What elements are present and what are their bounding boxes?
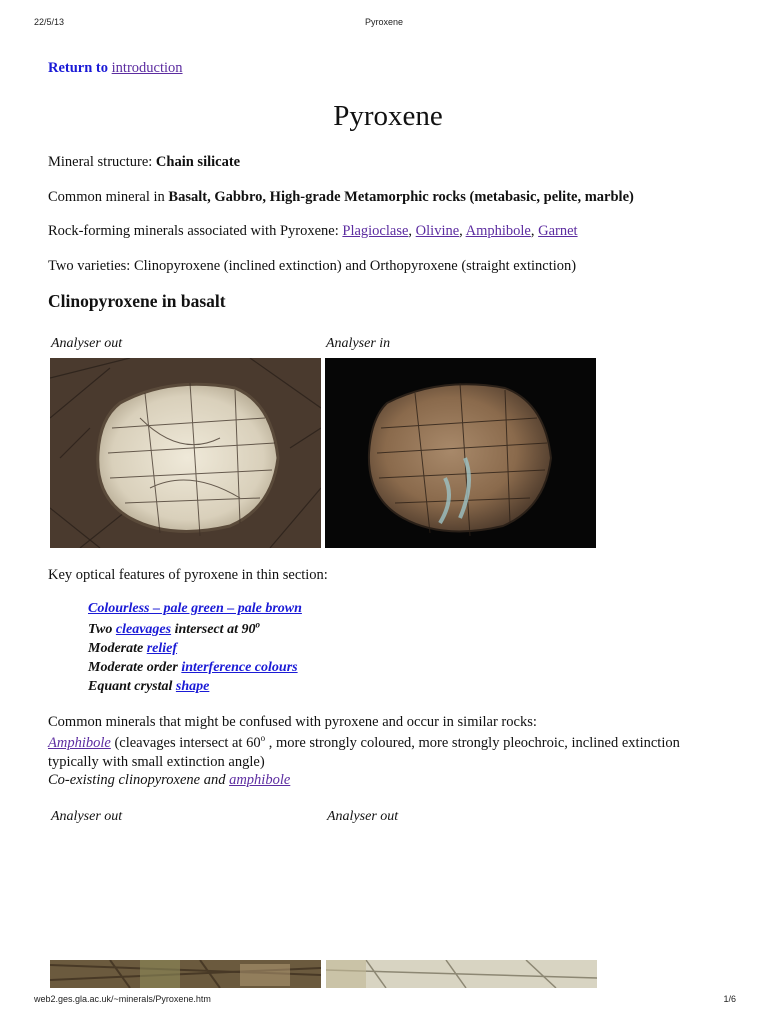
print-title: Pyroxene bbox=[364, 17, 404, 27]
order-prefix: Moderate order bbox=[88, 660, 182, 675]
feature-colour bbox=[88, 601, 302, 617]
common-in-value: Basalt, Gabbro, High-grade Metamorphic rocks (metabasic, pelite, marble) bbox=[168, 189, 634, 205]
relief-prefix: Moderate bbox=[88, 641, 147, 656]
print-header bbox=[0, 17, 768, 31]
photo-coexisting-left bbox=[50, 960, 321, 988]
garnet-link[interactable]: Garnet bbox=[538, 223, 578, 239]
varieties: Two varieties: Clinopyroxene (inclined extinction) and Orthopyroxene (straight extinction) bbox=[48, 258, 577, 274]
cleavage-suffix: intersect at 90 bbox=[171, 622, 256, 637]
mineral-structure bbox=[48, 154, 240, 171]
print-page-number: 1/6 bbox=[723, 994, 736, 1004]
print-url: web2.ges.gla.ac.uk/~minerals/Pyroxene.htm bbox=[34, 994, 211, 1004]
plagioclase-link[interactable]: Plagioclase bbox=[342, 223, 409, 239]
separator: , bbox=[459, 223, 466, 239]
common-in bbox=[48, 189, 634, 206]
coexist-amphibole-link[interactable]: amphibole bbox=[229, 772, 291, 788]
photo-graphic bbox=[50, 960, 321, 988]
confusion-intro: Common minerals that might be confused with pyroxene and occur in similar rocks: bbox=[48, 714, 537, 730]
olivine-link[interactable]: Olivine bbox=[415, 223, 460, 239]
photo-clinopyroxene-analyser-out bbox=[50, 358, 321, 548]
feature-relief bbox=[88, 641, 177, 657]
photo-graphic bbox=[325, 358, 596, 548]
caption-analyser-in: Analyser in bbox=[326, 336, 391, 351]
amphibole-confusion-link[interactable]: Amphibole bbox=[48, 735, 111, 751]
mineral-structure-label: Mineral structure: bbox=[48, 154, 156, 170]
feature-shape bbox=[88, 679, 209, 695]
page-title: Pyroxene bbox=[333, 100, 443, 132]
amphibole-text-3: typically with small extinction angle) bbox=[48, 754, 265, 770]
print-date: 22/5/13 bbox=[34, 17, 65, 27]
mineral-structure-value: Chain silicate bbox=[155, 154, 241, 170]
photo-graphic bbox=[50, 358, 321, 548]
photo-clinopyroxene-analyser-in bbox=[325, 358, 596, 548]
separator: , bbox=[530, 223, 539, 239]
common-in-label: Common mineral in bbox=[48, 189, 169, 205]
amphibole-text-2: , more strongly coloured, more strongly pleochroic, inclined extinction bbox=[265, 735, 680, 751]
caption-analyser-out-2: Analyser out bbox=[51, 809, 123, 824]
shape-prefix: Equant crystal bbox=[88, 679, 176, 694]
cleavage-prefix: Two bbox=[88, 622, 116, 637]
return-prefix: Return to bbox=[48, 60, 112, 76]
amphibole-link[interactable]: Amphibole bbox=[465, 223, 531, 239]
caption-analyser-out: Analyser out bbox=[51, 336, 123, 351]
feature-cleavage bbox=[88, 619, 260, 638]
interference-colours-link[interactable]: interference colours bbox=[181, 660, 298, 675]
associated-minerals bbox=[48, 223, 578, 240]
associated-label: Rock-forming minerals associated with Pyroxene: bbox=[48, 223, 343, 239]
amphibole-text-1: (cleavages intersect at 60 bbox=[110, 735, 261, 751]
return-nav bbox=[48, 60, 183, 77]
section-heading-clinopyroxene: Clinopyroxene in basalt bbox=[48, 291, 226, 311]
separator: , bbox=[408, 223, 416, 239]
print-footer bbox=[0, 994, 768, 1008]
degree-sup: o bbox=[255, 619, 260, 630]
shape-link[interactable]: shape bbox=[175, 679, 210, 694]
photo-coexisting-right bbox=[326, 960, 597, 988]
relief-link[interactable]: relief bbox=[146, 641, 178, 656]
coexist-prefix: Co-existing clinopyroxene and bbox=[48, 772, 230, 788]
key-features-intro: Key optical features of pyroxene in thin section: bbox=[48, 567, 328, 583]
feature-interference bbox=[88, 660, 298, 676]
caption-analyser-out-3: Analyser out bbox=[327, 809, 399, 824]
cleavages-link[interactable]: cleavages bbox=[115, 622, 172, 637]
introduction-link[interactable]: introduction bbox=[111, 60, 183, 76]
amphibole-degree-sup: o bbox=[260, 733, 266, 744]
confusion-amphibole bbox=[48, 735, 680, 752]
colour-link[interactable]: Colourless – pale green – pale brown bbox=[88, 601, 302, 616]
coexisting-line bbox=[48, 772, 290, 789]
photo-graphic bbox=[326, 960, 597, 988]
